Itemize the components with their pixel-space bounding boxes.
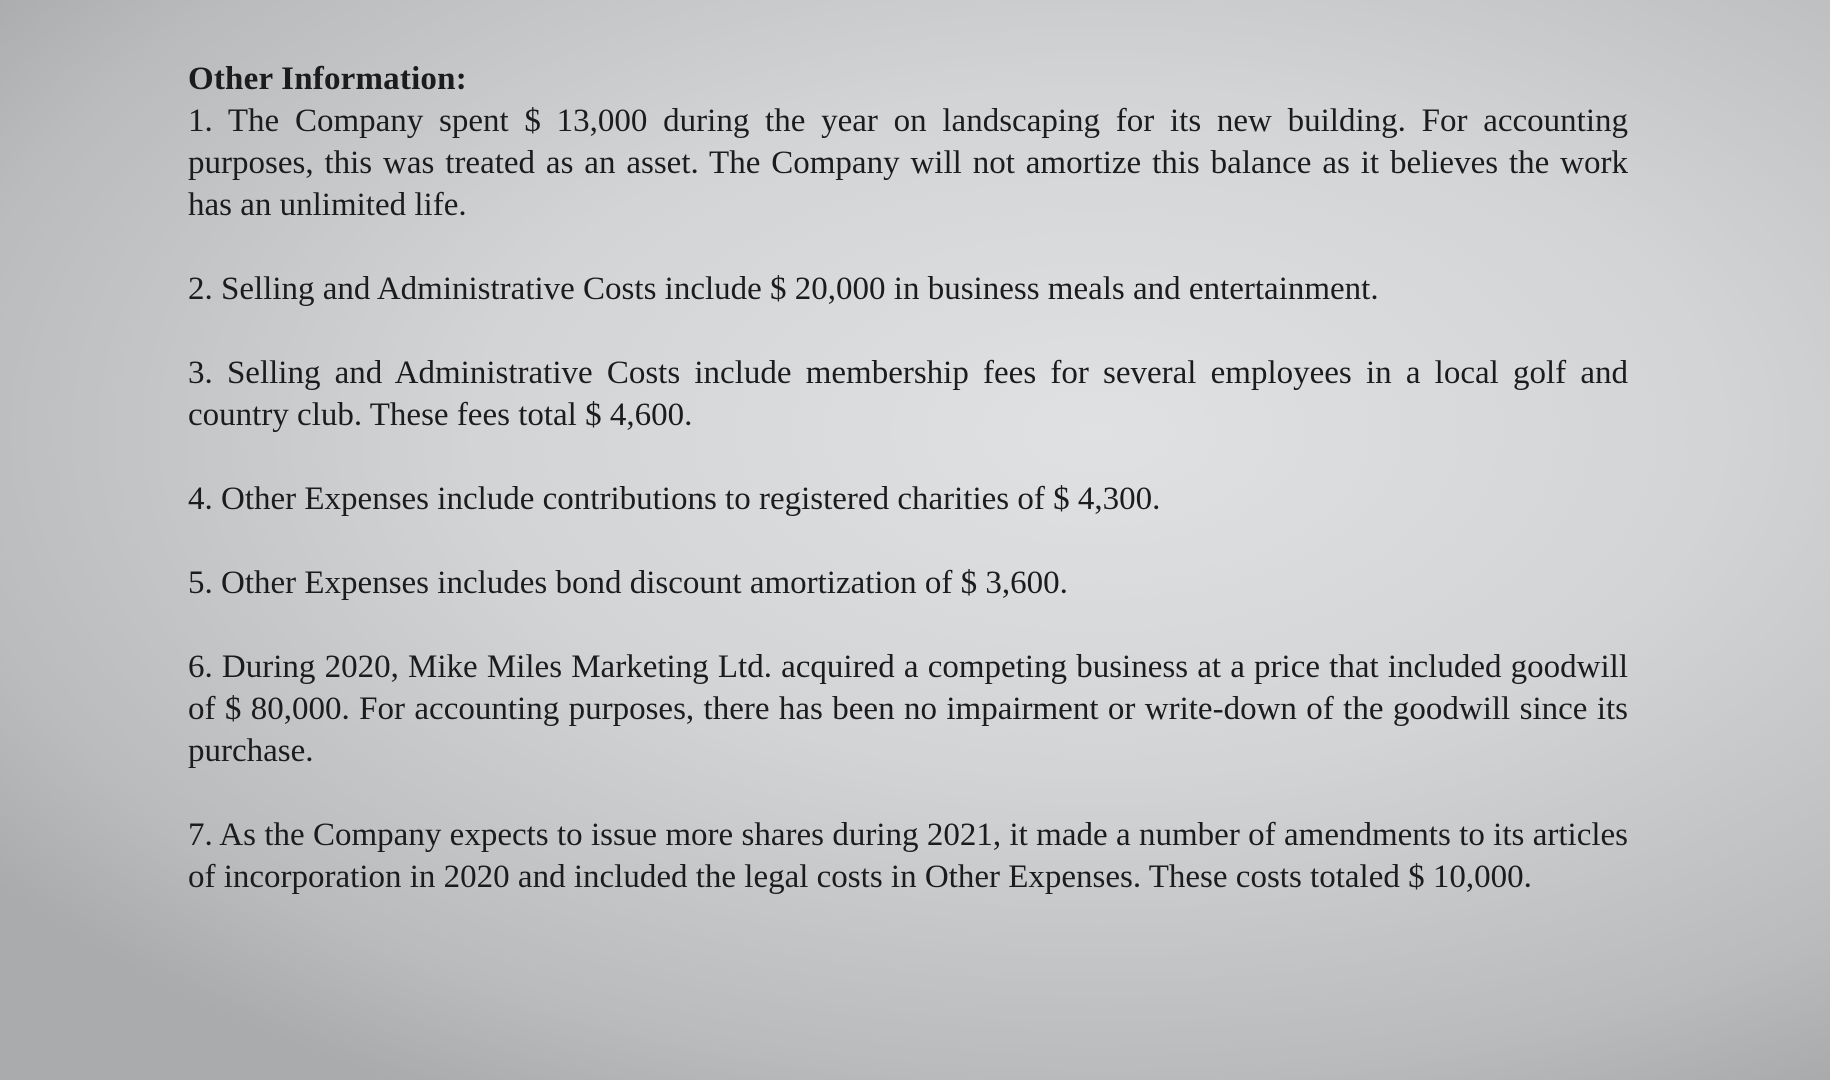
info-item-3: 3. Selling and Administrative Costs include membership fees for several employees in a local golf and country club. These fees total $ 4,600. (188, 355, 1628, 433)
section-heading: Other Information: (188, 61, 467, 97)
info-item-6: 6. During 2020, Mike Miles Marketing Ltd. acquired a competing business at a price that included goodwill of $ 80,000. For accounting purposes, there has been no impairment or write-down of the goodwill since its purchase. (188, 649, 1628, 769)
info-item-4: 4. Other Expenses include contributions to registered charities of $ 4,300. (188, 481, 1161, 517)
info-item-7: 7. As the Company expects to issue more shares during 2021, it made a number of amendments to its articles of incorporation in 2020 and included the legal costs in Other Expenses. These costs totaled $ 10,000. (188, 817, 1628, 895)
info-item-2: 2. Selling and Administrative Costs include $ 20,000 in business meals and entertainment. (188, 271, 1379, 307)
info-item-1: 1. The Company spent $ 13,000 during the year on landscaping for its new building. For accounting purposes, this was treated as an asset. The Company will not amortize this balance as it believes the work has an unlimited life. (188, 103, 1628, 223)
info-item-5: 5. Other Expenses includes bond discount amortization of $ 3,600. (188, 565, 1068, 601)
document-page (188, 58, 1628, 898)
